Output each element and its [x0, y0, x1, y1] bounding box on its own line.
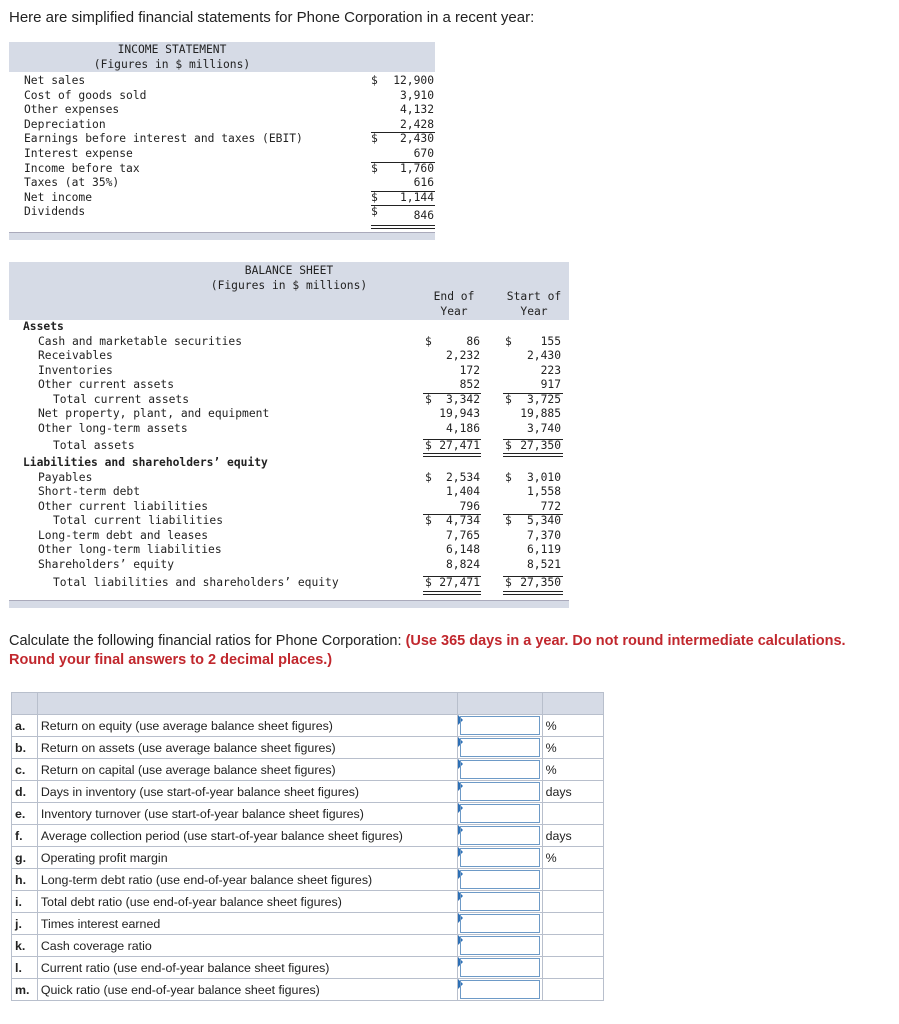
ratio-letter: m. — [12, 979, 38, 1001]
ratio-unit: days — [542, 781, 603, 803]
balance-start-currency: $ — [505, 514, 512, 527]
ratio-answer-cell — [458, 979, 542, 1001]
balance-end-of-year-value: 27,471 — [439, 439, 480, 452]
balance-total-rule — [423, 514, 481, 515]
ratio-row — [12, 847, 604, 869]
ratio-description: Quick ratio (use end-of-year balance sheet figures) — [37, 979, 457, 1001]
balance-row-label: Total current liabilities — [53, 514, 224, 527]
income-row-value: 616 — [413, 176, 434, 190]
balance-sheet-subtitle: (Figures in $ millions) — [210, 278, 368, 292]
ratio-answer-input[interactable] — [460, 826, 539, 845]
balance-end-of-year-value: 172 — [459, 363, 480, 377]
ratio-description: Return on capital (use average balance sheet figures) — [37, 759, 457, 781]
balance-end-of-year-value: 796 — [459, 499, 480, 513]
ratio-unit — [542, 957, 603, 979]
ratio-answer-input[interactable] — [460, 958, 539, 977]
balance-start-of-year-value: 3,725 — [526, 392, 561, 406]
balance-row-label: Cash and marketable securities — [38, 334, 243, 348]
balance-start-currency: $ — [505, 470, 512, 484]
income-statement-title: INCOME STATEMENT — [117, 43, 227, 56]
balance-row-label: Payables — [38, 470, 93, 484]
balance-start-of-year-value: 27,350 — [520, 576, 561, 589]
ratio-description: Times interest earned — [37, 913, 457, 935]
ratio-row — [12, 715, 604, 737]
ratio-letter: g. — [12, 847, 38, 869]
ratio-answer-input[interactable] — [460, 936, 539, 955]
ratio-description: Return on equity (use average balance sheet figures) — [37, 715, 457, 737]
income-row-label: Dividends — [24, 205, 86, 219]
income-row-label: Net income — [24, 190, 93, 204]
income-row-currency: $ — [371, 205, 378, 219]
ratio-row — [12, 759, 604, 781]
ratio-unit — [542, 979, 603, 1001]
ratio-answer-cell — [458, 913, 542, 935]
balance-double-rule — [423, 591, 481, 595]
income-statement-footer-bar — [9, 232, 435, 240]
balance-end-of-year-value: 27,471 — [439, 576, 480, 589]
ratio-letter: a. — [12, 715, 38, 737]
balance-start-of-year-value: 223 — [540, 363, 561, 377]
ratio-row — [12, 891, 604, 913]
balance-total-rule — [503, 393, 563, 394]
income-row-rule — [371, 191, 435, 192]
ratio-letter: k. — [12, 935, 38, 957]
balance-end-of-year-value: 852 — [459, 378, 480, 391]
balance-end-of-year-value: 8,824 — [445, 557, 480, 571]
balance-end-currency: $ — [425, 392, 432, 406]
income-row-currency: $ — [371, 132, 378, 146]
balance-end-of-year-value: 86 — [466, 334, 480, 348]
ratio-answer-cell — [458, 869, 542, 891]
ratio-unit — [542, 891, 603, 913]
balance-end-of-year-value: 7,765 — [445, 528, 480, 542]
balance-start-currency: $ — [505, 439, 512, 452]
balance-total-rule — [423, 576, 481, 577]
balance-start-of-year-value: 2,430 — [526, 349, 561, 362]
balance-start-of-year-value: 7,370 — [526, 528, 561, 542]
question-lead: Calculate the following financial ratios for Phone Corporation: — [9, 633, 406, 649]
balance-start-of-year-value: 3,740 — [526, 421, 561, 435]
income-row-currency: $ — [371, 161, 378, 175]
balance-section-heading: Assets — [23, 320, 64, 333]
income-row-value: 1,760 — [399, 161, 434, 175]
ratio-unit — [542, 803, 603, 825]
ratio-answer-input[interactable] — [460, 804, 539, 823]
balance-start-of-year-value: 19,885 — [520, 407, 561, 420]
ratio-unit: % — [542, 759, 603, 781]
column-header-start-of-year: Start of Year — [506, 290, 562, 318]
balance-double-rule — [503, 453, 563, 457]
ratio-row — [12, 869, 604, 891]
balance-total-rule — [503, 514, 563, 515]
income-row-label: Taxes (at 35%) — [24, 176, 120, 190]
ratio-letter: j. — [12, 913, 38, 935]
balance-start-of-year-value: 6,119 — [526, 543, 561, 556]
ratio-unit — [542, 935, 603, 957]
balance-row-label: Receivables — [38, 349, 113, 362]
ratio-unit: % — [542, 847, 603, 869]
income-row-value: 670 — [413, 147, 434, 160]
balance-end-of-year-value: 19,943 — [439, 407, 480, 420]
ratio-unit: % — [542, 737, 603, 759]
balance-end-of-year-value: 1,404 — [445, 485, 480, 498]
ratio-description: Return on assets (use average balance sheet figures) — [37, 737, 457, 759]
ratio-answer-cell — [458, 935, 542, 957]
ratio-answer-cell — [458, 759, 542, 781]
column-header-end-of-year: End of Year — [433, 290, 475, 318]
balance-row-label: Inventories — [38, 363, 113, 377]
ratio-description: Long-term debt ratio (use end-of-year balance sheet figures) — [37, 869, 457, 891]
balance-row-label: Net property, plant, and equipment — [38, 407, 270, 420]
balance-end-of-year-value: 6,148 — [445, 543, 480, 556]
balance-start-of-year-value: 5,340 — [526, 514, 561, 527]
ratio-answer-input[interactable] — [460, 760, 539, 779]
ratio-unit: days — [542, 825, 603, 847]
income-row-value: 2,430 — [399, 132, 434, 146]
income-row-label: Other expenses — [24, 103, 120, 117]
ratio-unit — [542, 869, 603, 891]
balance-end-of-year-value: 2,232 — [445, 349, 480, 362]
ratio-description: Inventory turnover (use start-of-year balance sheet figures) — [37, 803, 457, 825]
balance-total-rule — [503, 576, 563, 577]
intro-text: Here are simplified financial statements for Phone Corporation in a recent year: — [9, 9, 535, 26]
balance-end-of-year-value: 4,186 — [445, 421, 480, 435]
balance-double-rule — [423, 453, 481, 457]
balance-end-currency: $ — [425, 334, 432, 348]
answer-table — [11, 692, 604, 1001]
ratio-answer-cell — [458, 957, 542, 979]
income-statement-subtitle: (Figures in $ millions) — [93, 57, 251, 71]
ratio-row — [12, 825, 604, 847]
balance-sheet-title: BALANCE SHEET — [244, 264, 334, 277]
balance-row-label: Total liabilities and shareholders’ equity — [53, 576, 339, 589]
question-text — [9, 632, 889, 670]
ratio-answer-cell — [458, 825, 542, 847]
question-instruction: (Use 365 days in a year. Do not round intermediate calculations. Round your final answers to 2 decimal places.) — [9, 633, 846, 668]
income-row-value: 2,428 — [399, 117, 434, 131]
balance-end-currency: $ — [425, 576, 432, 589]
balance-row-label: Shareholders’ equity — [38, 557, 175, 571]
income-row-value: 846 — [413, 209, 434, 223]
ratio-description: Cash coverage ratio — [37, 935, 457, 957]
balance-start-currency: $ — [505, 334, 512, 348]
ratio-letter: i. — [12, 891, 38, 913]
ratio-answer-input[interactable] — [460, 914, 539, 933]
income-row-label: Earnings before interest and taxes (EBIT) — [24, 132, 303, 146]
balance-end-of-year-value: 4,734 — [445, 514, 480, 527]
ratio-answer-input[interactable] — [460, 782, 539, 801]
balance-end-of-year-value: 2,534 — [445, 470, 480, 484]
income-row-currency: $ — [371, 190, 378, 204]
ratio-answer-cell — [458, 847, 542, 869]
balance-start-of-year-value: 1,558 — [526, 485, 561, 498]
balance-total-rule — [423, 393, 481, 394]
balance-row-label: Other long-term assets — [38, 421, 188, 435]
balance-row-label: Short-term debt — [38, 485, 141, 498]
ratio-answer-cell — [458, 803, 542, 825]
balance-start-of-year-value: 27,350 — [520, 439, 561, 452]
income-row-label: Income before tax — [24, 161, 140, 175]
ratio-letter: l. — [12, 957, 38, 979]
balance-row-label: Other current assets — [38, 378, 175, 391]
income-row-value: 12,900 — [393, 74, 434, 87]
ratio-letter: e. — [12, 803, 38, 825]
balance-total-rule — [503, 439, 563, 440]
ratio-letter: b. — [12, 737, 38, 759]
income-double-rule — [371, 225, 435, 229]
ratio-letter: d. — [12, 781, 38, 803]
ratio-row — [12, 803, 604, 825]
balance-start-currency: $ — [505, 392, 512, 406]
income-row-currency: $ — [371, 74, 378, 87]
ratio-row — [12, 957, 604, 979]
ratio-letter: c. — [12, 759, 38, 781]
balance-sheet-body — [9, 320, 569, 600]
ratio-row — [12, 781, 604, 803]
ratio-description: Operating profit margin — [37, 847, 457, 869]
balance-start-currency: $ — [505, 576, 512, 589]
ratio-answer-input[interactable] — [460, 980, 539, 999]
ratio-answer-input[interactable] — [460, 738, 539, 757]
balance-start-of-year-value: 772 — [540, 499, 561, 513]
balance-start-of-year-value: 917 — [540, 378, 561, 391]
balance-end-of-year-value: 3,342 — [445, 392, 480, 406]
ratio-answer-input[interactable] — [460, 892, 539, 911]
balance-end-currency: $ — [425, 470, 432, 484]
balance-total-rule — [423, 439, 481, 440]
ratio-description: Average collection period (use start-of-year balance sheet figures) — [37, 825, 457, 847]
ratio-row — [12, 913, 604, 935]
balance-start-of-year-value: 8,521 — [526, 557, 561, 571]
ratio-description: Total debt ratio (use end-of-year balance sheet figures) — [37, 891, 457, 913]
ratio-answer-input[interactable] — [460, 870, 539, 889]
ratio-row — [12, 737, 604, 759]
ratio-letter: h. — [12, 869, 38, 891]
ratio-answer-input[interactable] — [460, 848, 539, 867]
balance-section-heading: Liabilities and shareholders’ equity — [23, 456, 268, 469]
ratio-row — [12, 979, 604, 1001]
ratio-unit: % — [542, 715, 603, 737]
balance-row-label: Total current assets — [53, 392, 190, 406]
balance-row-label: Other current liabilities — [38, 499, 209, 513]
balance-row-label: Long-term debt and leases — [38, 528, 209, 542]
balance-double-rule — [503, 591, 563, 595]
ratio-description: Days in inventory (use start-of-year balance sheet figures) — [37, 781, 457, 803]
income-row-value: 1,144 — [399, 190, 434, 204]
ratio-answer-input[interactable] — [460, 716, 539, 735]
ratio-answer-cell — [458, 737, 542, 759]
balance-sheet-header — [9, 262, 569, 320]
income-row-label: Cost of goods sold — [24, 88, 147, 102]
income-statement-body — [9, 72, 435, 228]
income-row-value: 3,910 — [399, 88, 434, 102]
income-row-rule — [371, 132, 435, 133]
balance-row-label: Other long-term liabilities — [38, 543, 222, 556]
ratio-answer-cell — [458, 715, 542, 737]
income-row-rule — [371, 205, 435, 206]
answer-table-header — [12, 693, 604, 715]
income-row-label: Depreciation — [24, 117, 106, 131]
income-row-label: Net sales — [24, 74, 86, 87]
ratio-description: Current ratio (use end-of-year balance sheet figures) — [37, 957, 457, 979]
ratio-unit — [542, 913, 603, 935]
balance-row-label: Total assets — [53, 439, 135, 452]
ratio-letter: f. — [12, 825, 38, 847]
income-row-value: 4,132 — [399, 103, 434, 117]
ratio-row — [12, 935, 604, 957]
ratio-answer-cell — [458, 891, 542, 913]
ratio-answer-cell — [458, 781, 542, 803]
income-row-label: Interest expense — [24, 147, 133, 160]
income-row-rule — [371, 162, 435, 163]
balance-sheet-footer-bar — [9, 600, 569, 608]
income-statement-header — [9, 42, 435, 72]
balance-end-currency: $ — [425, 514, 432, 527]
balance-start-of-year-value: 3,010 — [526, 470, 561, 484]
balance-end-currency: $ — [425, 439, 432, 452]
balance-start-of-year-value: 155 — [540, 334, 561, 348]
